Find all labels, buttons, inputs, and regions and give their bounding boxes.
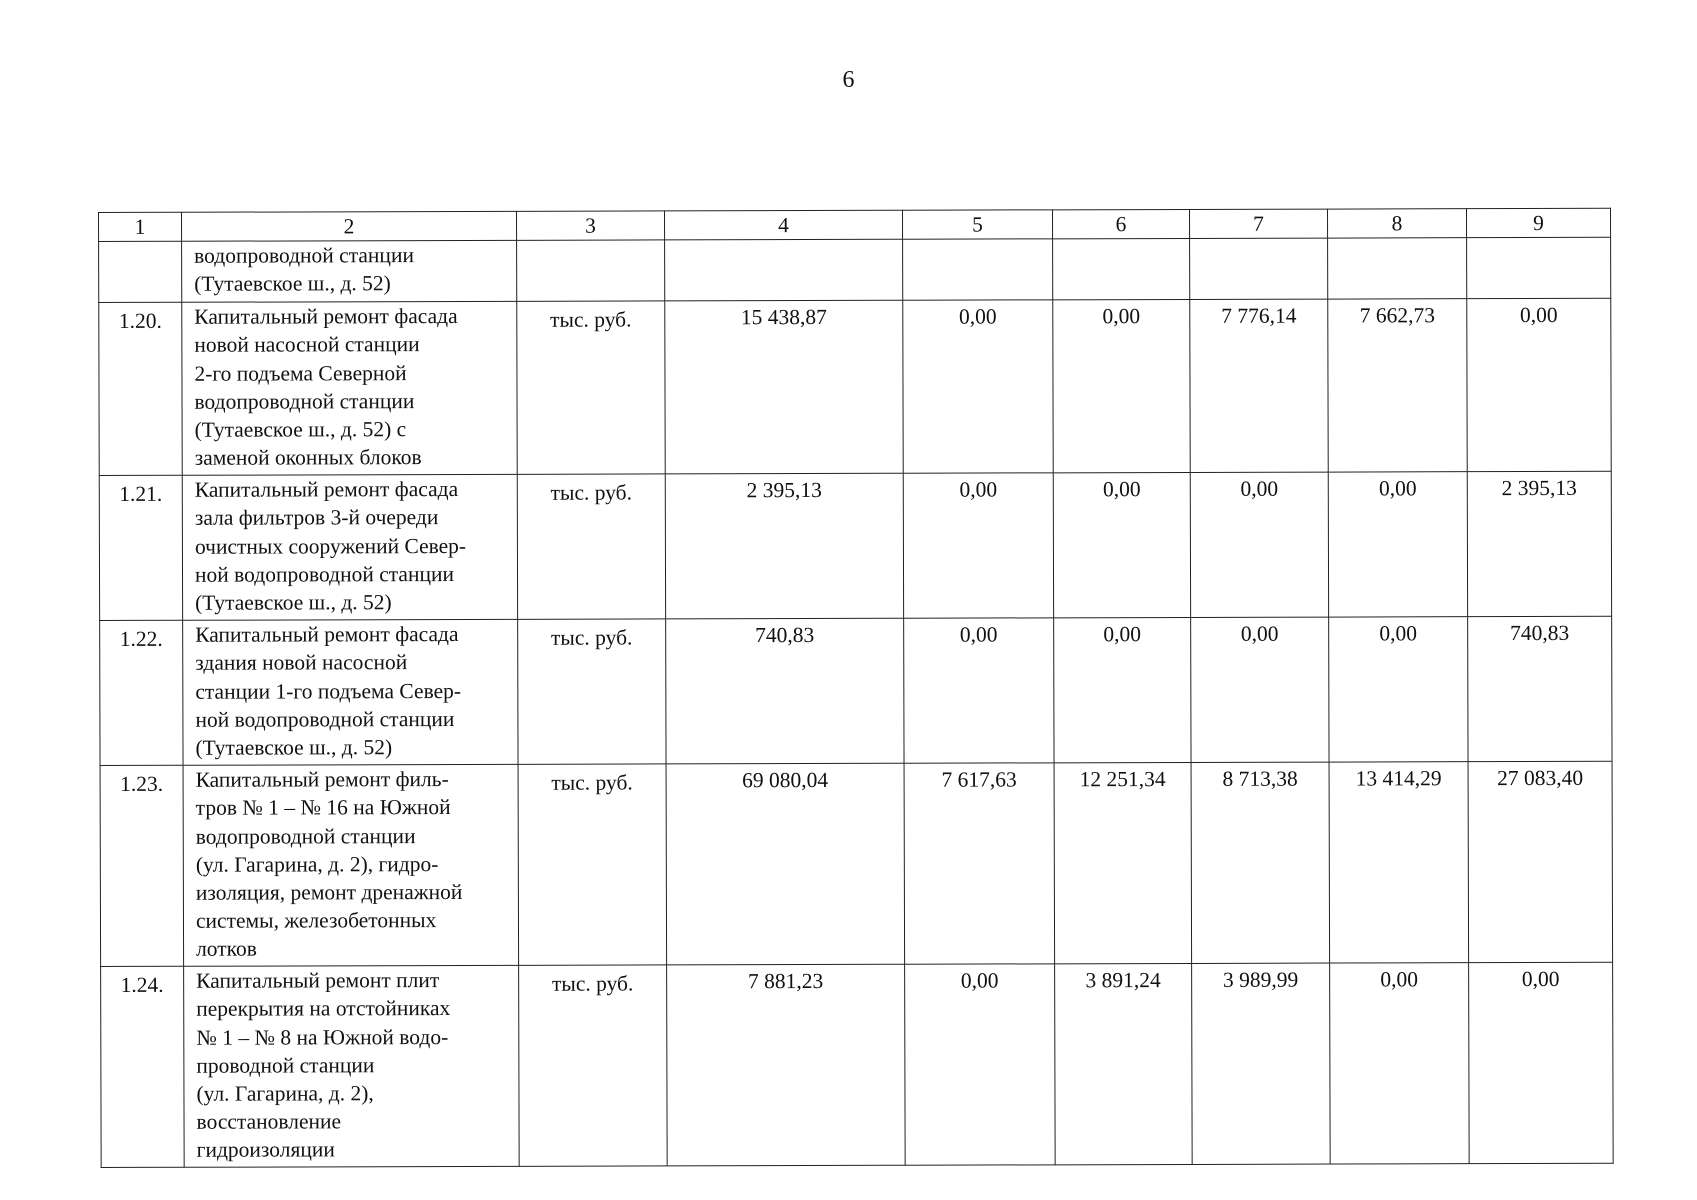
- column-header: 9: [1466, 208, 1610, 238]
- value-cell: [665, 239, 903, 301]
- value-cell: [1467, 237, 1611, 298]
- item-name-cell: Капитальный ремонт фасада новой насосной станции 2-го подъема Северной водопроводной станции (Тутаевское ш., д. 52) с заменой оконных блоков: [182, 302, 517, 476]
- unit-cell: [517, 240, 665, 301]
- value-cell: 0,00: [1191, 617, 1329, 762]
- row-number-cell: 1.20.: [99, 302, 182, 475]
- row-number-cell: [99, 241, 182, 302]
- value-cell: 0,00: [1469, 962, 1614, 1163]
- column-header: 6: [1052, 209, 1189, 239]
- value-cell: 3 989,99: [1192, 963, 1331, 1164]
- value-cell: 2 395,13: [1467, 471, 1611, 616]
- item-name-cell: Капитальный ремонт фасада здания новой насосной станции 1-го подъема Север- ной водопроводной станции (Тутаевское ш., д. 52): [183, 620, 518, 766]
- value-cell: 0,00: [1330, 963, 1470, 1164]
- unit-cell: тыс. руб.: [518, 764, 667, 965]
- table-row: [100, 616, 1612, 765]
- value-cell: 8 713,38: [1191, 762, 1330, 963]
- table-row: [99, 237, 1611, 302]
- column-header: 2: [182, 211, 517, 241]
- item-name-cell: Капитальный ремонт фасада зала фильтров 3-й очереди очистных сооружений Север- ной водопроводной станции (Тутаевское ш., д. 52): [182, 475, 517, 621]
- unit-cell: тыс. руб.: [517, 301, 665, 474]
- value-cell: 15 438,87: [665, 300, 903, 474]
- value-cell: 740,83: [666, 618, 904, 764]
- row-number-cell: 1.22.: [100, 620, 183, 765]
- row-number-cell: 1.23.: [100, 765, 184, 966]
- value-cell: 0,00: [904, 618, 1054, 763]
- item-name-cell: водопроводной станции (Тутаевское ш., д. 52): [182, 241, 517, 303]
- value-cell: 0,00: [905, 964, 1056, 1165]
- value-cell: [1328, 238, 1467, 299]
- budget-table-container: [98, 208, 1613, 1168]
- value-cell: 2 395,13: [665, 473, 903, 619]
- value-cell: 12 251,34: [1054, 763, 1192, 964]
- table-row: [101, 962, 1614, 1167]
- value-cell: 0,00: [1467, 298, 1611, 471]
- value-cell: 27 083,40: [1468, 761, 1613, 962]
- value-cell: 7 776,14: [1190, 299, 1328, 472]
- value-cell: 69 080,04: [666, 763, 905, 965]
- unit-cell: тыс. руб.: [517, 474, 665, 619]
- column-number-row: [99, 208, 1611, 241]
- unit-cell: тыс. руб.: [518, 619, 666, 764]
- table-row: [100, 761, 1613, 966]
- value-cell: 0,00: [1053, 300, 1190, 473]
- value-cell: [1190, 238, 1328, 299]
- value-cell: 13 414,29: [1329, 762, 1469, 963]
- row-number-cell: 1.21.: [99, 475, 182, 620]
- value-cell: 0,00: [1329, 617, 1468, 762]
- value-cell: [903, 239, 1053, 300]
- column-header: 3: [516, 211, 664, 241]
- budget-table: [98, 208, 1614, 1168]
- table-row: [99, 298, 1611, 475]
- value-cell: 0,00: [903, 473, 1053, 618]
- column-header: 7: [1189, 209, 1327, 239]
- column-header: 8: [1327, 209, 1466, 239]
- row-number-cell: 1.24.: [101, 966, 185, 1167]
- value-cell: 7 881,23: [667, 964, 906, 1166]
- value-cell: 0,00: [1328, 472, 1467, 617]
- page-number: 6: [842, 67, 855, 93]
- value-cell: 3 891,24: [1055, 964, 1193, 1165]
- value-cell: 0,00: [903, 300, 1053, 473]
- value-cell: 740,83: [1468, 616, 1612, 761]
- value-cell: 0,00: [1190, 472, 1328, 617]
- column-header: 1: [99, 212, 182, 241]
- unit-cell: тыс. руб.: [519, 965, 668, 1166]
- value-cell: 7 662,73: [1328, 299, 1467, 472]
- column-header: 5: [902, 210, 1052, 240]
- item-name-cell: Капитальный ремонт плит перекрытия на отстойниках № 1 – № 8 на Южной водо- проводной станции (ул. Гагарина, д. 2), восстановление гидроизоляции: [184, 966, 520, 1168]
- column-header: 4: [664, 210, 902, 240]
- value-cell: [1053, 239, 1190, 300]
- item-name-cell: Капитальный ремонт филь- тров № 1 – № 16 на Южной водопроводной станции (ул. Гагарина, д. 2), гидро- изоляция, ремонт дренажной системы, железобетонных лотков: [183, 765, 519, 967]
- table-row: [99, 471, 1611, 620]
- value-cell: 0,00: [1054, 618, 1191, 763]
- value-cell: 0,00: [1053, 473, 1190, 618]
- value-cell: 7 617,63: [904, 763, 1055, 964]
